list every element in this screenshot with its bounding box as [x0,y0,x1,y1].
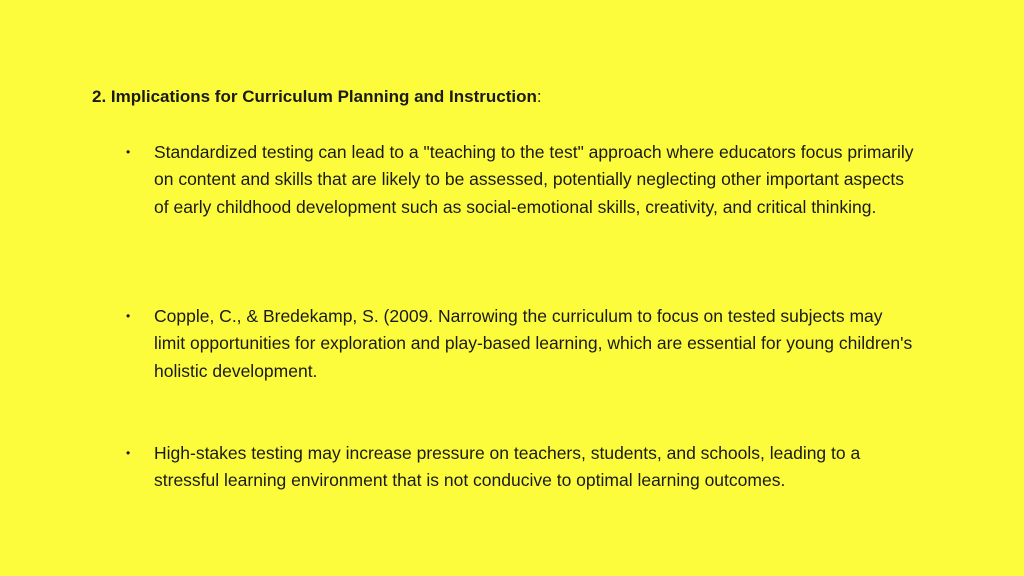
bullet-text: Copple, C., & Bredekamp, S. (2009. Narrowing the curriculum to focus on tested subjects may limit opportunities for exploration and play-based learning, which are essential for young children's holistic development. [154,306,913,381]
bullet-text: High-stakes testing may increase pressure on teachers, students, and schools, leading to a stressful learning environment that is not conducive to optimal learning outcomes. [154,443,861,491]
bullet-dot-icon: • [126,145,131,159]
bullet-dot-icon: • [126,446,131,460]
heading-title: 2. Implications for Curriculum Planning and Instruction [92,87,537,106]
bullet-dot-icon: • [126,309,131,323]
bullet-text: Standardized testing can lead to a "teaching to the test" approach where educators focus primarily on content and skills that are likely to be assessed, potentially neglecting other important aspects of early childhood development such as social-emotional skills, creativity, and critical thinking. [154,142,914,217]
heading-colon: : [536,87,542,106]
